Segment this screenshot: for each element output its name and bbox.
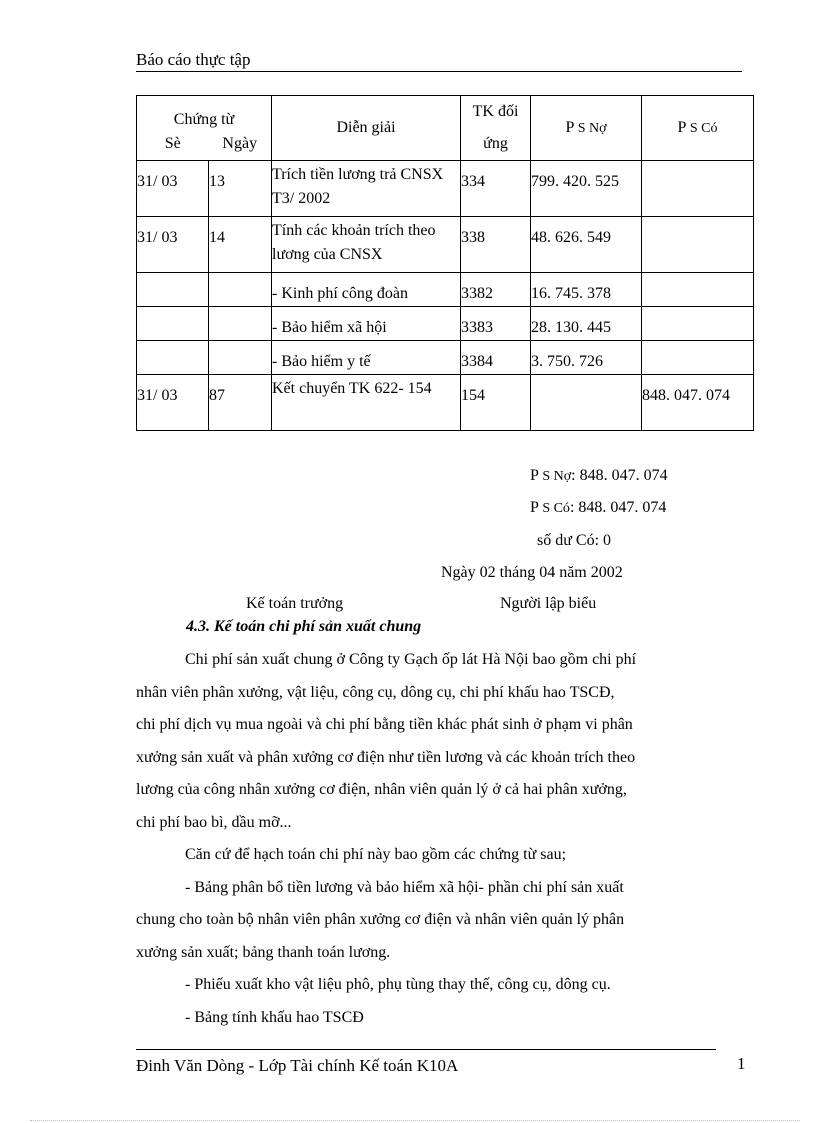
col-header-dien-giai: Diễn giải bbox=[272, 96, 461, 161]
paragraph-line: chung cho toàn bộ nhân viên phân xưởng cơ điện và nhân viên quản lý phân bbox=[136, 911, 625, 928]
summary-ps-co: P S Có: 848. 047. 074 bbox=[530, 499, 667, 516]
cell-ps-co bbox=[642, 217, 753, 226]
cell-ps-co bbox=[642, 273, 753, 282]
page-bottom-dotted-rule bbox=[30, 1120, 800, 1121]
report-header-title: Báo cáo thực tập bbox=[136, 50, 251, 69]
cell-dien-giai: - Bảo hiểm xã hội bbox=[272, 319, 387, 336]
paragraph-line: chi phí dịch vụ mua ngoài và chi phí bằng tiền khác phát sinh ở phạm vi phân bbox=[136, 716, 633, 733]
summary-date: Ngày 02 tháng 04 năm 2002 bbox=[441, 564, 623, 581]
cell-tk: 3384 bbox=[461, 353, 493, 370]
cell-so: 31/ 03 bbox=[137, 229, 178, 246]
paragraph-line: Chi phí sản xuất chung ở Công ty Gạch ốp lát Hà Nội bao gồm chi phí bbox=[185, 651, 637, 668]
page-number: 1 bbox=[737, 1054, 746, 1073]
paragraph-line: lương của công nhân xưởng cơ điện, nhân viên quản lý ở cả hai phân xưởng, bbox=[136, 781, 627, 798]
paragraph-line: xưởng sản xuất và phân xưởng cơ điện như tiền lương và các khoản trích theo bbox=[136, 748, 636, 766]
cell-ngay: 13 bbox=[209, 173, 225, 190]
table-row bbox=[137, 307, 754, 341]
header-rule bbox=[136, 71, 742, 72]
cell-ngay: 14 bbox=[209, 229, 225, 246]
cell-tk: 334 bbox=[461, 173, 485, 190]
paragraph-line: chi phí bao bì, dầu mỡ... bbox=[136, 813, 292, 831]
cell-so: 31/ 03 bbox=[137, 173, 178, 190]
cell-dien-giai: Tính các khoản trích theo lương của CNSX bbox=[272, 222, 436, 263]
cell-so bbox=[137, 307, 208, 316]
col-header-ps-co: P S Có bbox=[642, 96, 754, 161]
cell-tk: 3382 bbox=[461, 285, 493, 302]
cell-tk: 3383 bbox=[461, 319, 493, 336]
cell-dien-giai: Trích tiền lương trả CNSX T3/ 2002 bbox=[272, 166, 444, 207]
cell-ngay bbox=[209, 273, 271, 282]
cell-ps-no: 28. 130. 445 bbox=[531, 319, 611, 336]
cell-ngay bbox=[209, 307, 271, 316]
section-title: 4.3. Kế toán chi phí sản xuất chung bbox=[186, 618, 422, 635]
cell-dien-giai: - Kinh phí công đoàn bbox=[272, 285, 408, 302]
paragraph-line: - Bảng phân bổ tiền lương và bảo hiểm xã hội- phần chi phí sản xuất bbox=[185, 878, 624, 896]
cell-so bbox=[137, 341, 208, 350]
paragraph-4: - Phiếu xuất kho vật liệu phô, phụ tùng thay thế, công cụ, dông cụ. bbox=[185, 976, 611, 993]
cell-ps-co: 848. 047. 074 bbox=[642, 387, 730, 404]
paragraph-5: - Bảng tính khấu hao TSCĐ bbox=[185, 1008, 364, 1026]
col-header-ps-no: P S Nợ bbox=[531, 96, 642, 161]
summary-so-du: số dư Có: 0 bbox=[537, 532, 612, 549]
paragraph-2: Căn cứ để hạch toán chi phí này bao gồm các chứng từ sau; bbox=[185, 846, 567, 863]
cell-ps-no: 3. 750. 726 bbox=[531, 353, 603, 370]
footer-rule bbox=[136, 1049, 716, 1050]
cell-ps-no: 799. 420. 525 bbox=[531, 173, 619, 190]
cell-tk: 154 bbox=[461, 387, 485, 404]
cell-ps-no: 48. 626. 549 bbox=[531, 229, 611, 246]
cell-tk: 338 bbox=[461, 229, 485, 246]
table-row bbox=[137, 217, 754, 273]
col-header-tk-doi-ung: TK đối ứng bbox=[461, 96, 531, 161]
col-header-so: Sè bbox=[137, 129, 209, 161]
signature-nguoi-lap: Người lập biểu bbox=[500, 595, 597, 612]
cell-ps-co bbox=[642, 161, 753, 170]
summary-ps-no: P S Nợ: 848. 047. 074 bbox=[530, 467, 668, 484]
col-header-chung-tu: Chứng từ bbox=[137, 96, 272, 129]
cell-dien-giai: - Bảo hiểm y tế bbox=[272, 353, 371, 370]
cell-ps-no: 16. 745. 378 bbox=[531, 285, 611, 302]
table-row bbox=[137, 273, 754, 307]
cell-dien-giai: Kết chuyển TK 622- 154 bbox=[272, 380, 432, 397]
table-row bbox=[137, 375, 754, 431]
ledger-table bbox=[136, 95, 754, 431]
signature-ke-toan-truong: Kế toán trưởng bbox=[246, 595, 344, 612]
paragraph-1 bbox=[136, 644, 756, 1034]
cell-ngay: 87 bbox=[209, 387, 225, 404]
footer-author: Đinh Văn Dòng - Lớp Tài chính Kế toán K10A bbox=[136, 1056, 459, 1075]
paragraph-line: xưởng sản xuất; bảng thanh toán lương. bbox=[136, 943, 391, 961]
table-row bbox=[137, 341, 754, 375]
cell-so bbox=[137, 273, 208, 282]
paragraph-line: nhân viên phân xưởng, vật liệu, công cụ, dông cụ, chi phí khấu hao TSCĐ, bbox=[136, 683, 615, 701]
col-header-ngay: Ngày bbox=[209, 129, 272, 161]
cell-so: 31/ 03 bbox=[137, 387, 178, 404]
cell-ps-no bbox=[531, 375, 641, 384]
cell-ps-co bbox=[642, 341, 753, 350]
table-row bbox=[137, 161, 754, 217]
cell-ps-co bbox=[642, 307, 753, 316]
cell-ngay bbox=[209, 341, 271, 350]
